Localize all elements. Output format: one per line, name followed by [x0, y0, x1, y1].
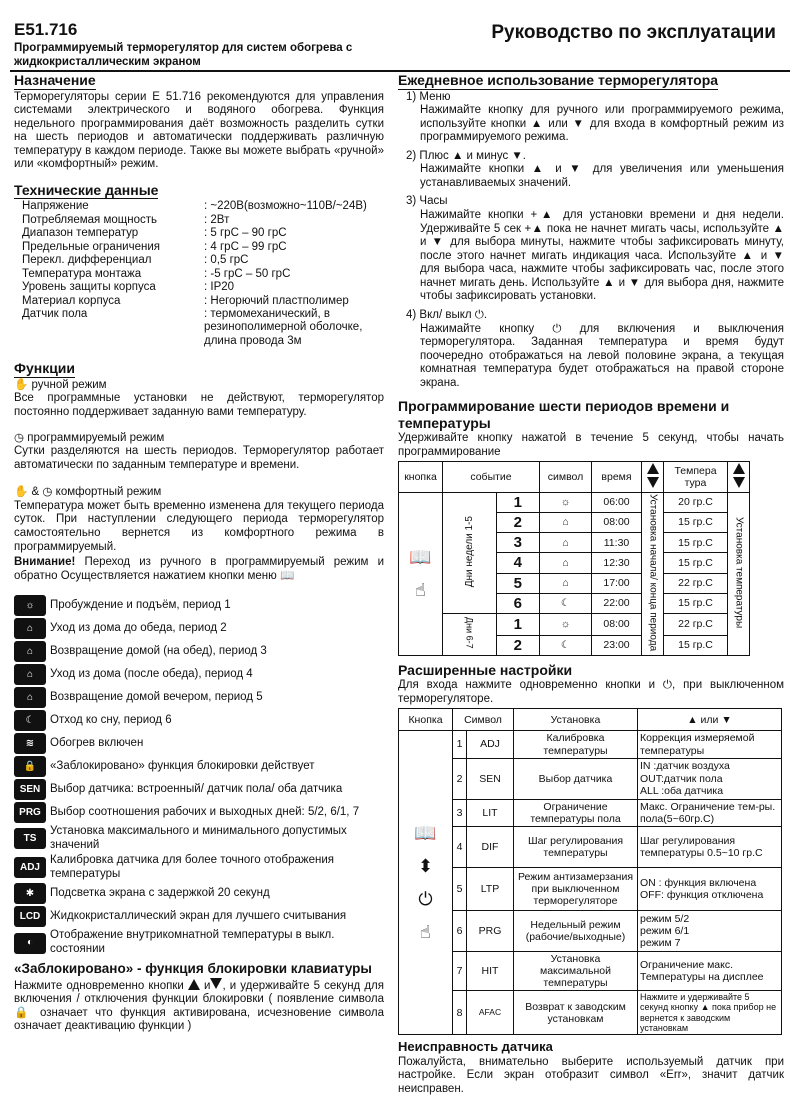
down-arrow-icon: [210, 978, 222, 989]
setting-number: 3: [453, 799, 467, 826]
setting-number: 2: [453, 758, 467, 799]
weekdays-label: Дни недели 1-5: [463, 515, 475, 587]
legend-text: Выбор датчика: встроенный/ датчик пола/ оба датчика: [50, 782, 343, 795]
icon-legend-row: [14, 756, 384, 777]
attention-text: Внимание! Переход из ручного в программируемый режим и обратно Осуществляется нажатием кнопки меню 📖: [14, 556, 384, 582]
daily-item-title: [406, 309, 784, 323]
daily-item-label: Плюс ▲ и минус ▼.: [419, 149, 526, 162]
specs-heading: Технические данные: [14, 181, 159, 198]
setting-number: 1: [453, 731, 467, 758]
period-number: 1: [496, 614, 539, 635]
daily-item-body: Нажимайте кнопки ▲ и ▼ для увеличения или уменьшения устанавливаемых значений.: [420, 163, 784, 189]
up-arrow-icon: [188, 979, 200, 990]
legend-text: Выбор соотношения рабочих и выходных дней: 5/2, 6/1, 7: [50, 805, 360, 818]
updown-icon: ⬍: [417, 856, 434, 877]
advanced-table: Кнопка Символ Установка ▲ или ▼ 📖 ⬍ ⏻ ☝ 1 ADJ Калибровка температуры Коррекция измеряемой температуры 2 SEN Выбор датчика IN :датчик воздуха OUT:датчик пола ALL :оба датчика 3 LIT Ограничение температуры пола Макс. Ограничение тем-ры. пола(5~60гр.С) 4 DIF Шаг регулирования температуры Шаг регулирования температуры 0.5~10 гр.С 5 LTP Режим антизамерзания при выключенном терморегуляторе ON : функция включена OFF: функция отключена 6 PRG Недельный режим (рабочие/выходные) режим 5/2 режим 6/1 режим 7 7 HIT Установка максимальной температуры Ограничение макс. Температуры на дисплее 8 AFAC Возврат к заводским установкам Нажмите и удерживайте 5 секунд кнопку ▲ пока прибор не вернется к заводским установкам: [398, 708, 782, 1035]
daily-item: [398, 91, 784, 145]
spec-key: Потребляемая мощность: [22, 213, 157, 226]
legend-text: Жидкокристаллический экран для лучшего считывания: [50, 910, 347, 923]
icon-legend-row: [14, 929, 384, 956]
legend-symbol-icon: ☼: [14, 595, 46, 616]
period-time: 08:00: [592, 512, 642, 532]
period-temp: 22 гр.С: [664, 573, 728, 593]
period-temp: 15 гр.С: [664, 553, 728, 573]
legend-symbol-icon: LCD: [14, 906, 46, 927]
advanced-heading: Расширенные настройки: [398, 661, 573, 678]
set-temp-label: Установка температуры: [733, 516, 745, 628]
book-icon: 📖: [409, 547, 432, 568]
daily-item-title: [406, 91, 784, 105]
advanced-row: [399, 758, 782, 799]
spec-value: : термомеханический, в резинополимерной оболочке, длина провода 3м: [204, 308, 363, 347]
setting-value: режим 5/2 режим 6/1 режим 7: [638, 910, 782, 951]
period-temp: 15 гр.С: [664, 512, 728, 532]
setting-name: Ограничение температуры пола: [514, 799, 638, 826]
spec-value: : 0,5 грС: [204, 254, 249, 267]
spec-key: Температура монтажа: [22, 267, 142, 280]
setting-symbol: DIF: [467, 826, 514, 867]
period-symbol: ☾: [540, 635, 592, 655]
advanced-row: [399, 867, 782, 910]
setting-symbol: HIT: [467, 951, 514, 990]
icon-legend-row: [14, 664, 384, 685]
icon-legend-row: [14, 641, 384, 662]
period-time: 12:30: [592, 553, 642, 573]
legend-symbol-icon: SEN: [14, 779, 46, 800]
icon-legend-row: [14, 687, 384, 708]
setting-name: Установка максимальной температуры: [514, 951, 638, 990]
book-icon: 📖: [414, 823, 437, 844]
advanced-row: [399, 990, 782, 1034]
daily-item-body: Нажимайте кнопку для ручного или программируемого режима, используйте кнопки ▲ или ▼ для входа в комфортный режим из программируемого режима.: [420, 104, 784, 144]
legend-symbol-icon: ☾: [14, 710, 46, 731]
spec-key: Диапазон температур: [22, 227, 139, 240]
setting-name: Шаг регулирования температуры: [514, 826, 638, 867]
spec-value: : 2Вт: [204, 213, 230, 226]
period-symbol: ⌂: [540, 533, 592, 553]
up-arrow-icon: [647, 463, 659, 474]
setting-name: Недельный режим (рабочие/выходные): [514, 910, 638, 951]
legend-symbol-icon: ⌂: [14, 618, 46, 639]
period-temp: 15 гр.С: [664, 533, 728, 553]
period-symbol: ⌂: [540, 573, 592, 593]
period-temp: 20 гр.С: [664, 492, 728, 512]
button-cell: [399, 492, 443, 655]
clock-icon: ◷: [14, 431, 25, 444]
daily-item-number: 3): [406, 195, 420, 208]
legend-text: Обогрев включен: [50, 736, 144, 749]
setting-value: Ограничение макс. Температуры на дисплее: [638, 951, 782, 990]
period-number: 6: [496, 593, 539, 613]
lock-heading: «Заблокировано» - функция блокировки клавиатуры: [14, 960, 372, 976]
down-arrow-icon: [647, 477, 659, 488]
model-title: E51.716: [14, 20, 78, 39]
period-number: 2: [496, 635, 539, 655]
setting-number: 4: [453, 826, 467, 867]
legend-text: Уход из дома (после обеда), период 4: [50, 667, 253, 680]
fault-heading: Неисправность датчика: [398, 1039, 553, 1055]
spec-key: Напряжение: [22, 200, 89, 213]
icon-legend-row: [14, 854, 384, 881]
period-temp: 15 гр.С: [664, 635, 728, 655]
weekend-cell: [443, 614, 497, 656]
fault-text: Пожалуйста, внимательно выберите используемый датчик при настройке. Если экран отобразит символ «Err», значит датчик неисправен.: [398, 1055, 784, 1095]
set-period-cell: [642, 492, 664, 655]
period-time: 23:00: [592, 635, 642, 655]
set-period-label: Установка начала/ конца периода: [647, 493, 659, 651]
period-number: 1: [496, 492, 539, 512]
legend-symbol-icon: ⌂: [14, 664, 46, 685]
period-number: 2: [496, 512, 539, 532]
icon-legend-row: [14, 802, 384, 823]
setting-symbol: AFAC: [467, 990, 514, 1034]
spec-key: Предельные ограничения: [22, 240, 160, 253]
weekdays-cell: [443, 492, 497, 614]
daily-item-number: 2): [406, 149, 420, 162]
icon-legend-row: [14, 618, 384, 639]
advanced-intro: Для входа нажмите одновременно кнопки и ⏻, при выключенном терморегуляторе.: [398, 679, 784, 705]
legend-symbol-icon: 🔒: [14, 756, 46, 777]
spec-key: Датчик пола: [22, 308, 88, 321]
down-arrow-icon: [733, 477, 745, 488]
legend-text: Отход ко сну, период 6: [50, 713, 172, 726]
daily-item-body: Нажимайте кнопку ⏻ для включения и выключения терморегулятора. Заданная температура и время будут поочередно отображаться на левой половине экрана, а текущая комнатная температура будет отображаться на правой стороне экрана.: [420, 322, 784, 389]
legend-symbol-icon: ⌂: [14, 687, 46, 708]
daily-list: [398, 91, 784, 391]
period-symbol: ⌂: [540, 553, 592, 573]
daily-item-number: 1): [406, 90, 420, 103]
legend-text: Уход из дома до обеда, период 2: [50, 621, 227, 634]
daily-item: [398, 150, 784, 191]
setting-value: Шаг регулирования температуры 0.5~10 гр.С: [638, 826, 782, 867]
spec-value: : 4 грС – 99 грС: [204, 240, 287, 253]
daily-item-title: [406, 195, 784, 209]
spec-key: Уровень защиты корпуса: [22, 281, 156, 294]
icon-legend-row: [14, 779, 384, 800]
legend-text: «Заблокировано» функция блокировки действует: [50, 759, 315, 772]
setting-value: IN :датчик воздуха OUT:датчик пола ALL :оба датчика: [638, 758, 782, 799]
setting-symbol: LIT: [467, 799, 514, 826]
right-column: [398, 72, 784, 1098]
period-number: 3: [496, 533, 539, 553]
book-icon: 📖: [279, 569, 295, 582]
legend-text: Калибровка датчика для более точного отображения температуры: [50, 854, 334, 880]
legend-symbol-icon: ⌂: [14, 641, 46, 662]
setting-name: Калибровка температуры: [514, 731, 638, 758]
period-number: 4: [496, 553, 539, 573]
icon-legend-row: [14, 825, 384, 852]
daily-item: [398, 309, 784, 390]
spec-value: : Негорючий пластполимер: [204, 294, 349, 307]
advanced-button-cell: [399, 731, 453, 1035]
purpose-heading: Назначение: [14, 72, 96, 88]
comfort-text: Температура может быть временно изменена для текущего периода суток. При наступлении следующего периода терморегулятор самостоятельно вернется из комфортного режима в программируемый.: [14, 499, 384, 553]
lock-icon: 🔒: [14, 1006, 33, 1019]
daily-heading: Ежедневное использование терморегулятора: [398, 72, 719, 88]
period-symbol: ☼: [540, 492, 592, 512]
legend-text: Возвращение домой вечером, период 5: [50, 690, 263, 703]
spec-key: Перекл. дифференциал: [22, 254, 152, 267]
program-heading: Программирование шести периодов времени и температуры: [398, 398, 730, 431]
period-symbol: ☼: [540, 614, 592, 635]
period-symbol: ⌂: [540, 512, 592, 532]
legend-symbol-icon: ≋: [14, 733, 46, 754]
icon-legend: [14, 595, 384, 956]
legend-symbol-icon: ✱: [14, 883, 46, 904]
hand-icon: ☝: [420, 921, 431, 942]
setting-name: Возврат к заводским установкам: [514, 990, 638, 1034]
setting-value: Макс. Ограничение тем-ры. пола(5~60гр.С): [638, 799, 782, 826]
setting-symbol: LTP: [467, 867, 514, 910]
daily-item-body: Нажимайте кнопки +▲ для установки времени и дня недели. Удерживайте 5 сек +▲ пока не начнет мигать часы, используйте ▲ и ▼ для выбора минуты, нажмите чтобы зафиксировать минуту, после этого начнет мигать индикация часа. Используйте ▲ и ▼ для выбора часа, нажмите чтобы зафиксировать час, после этого начнет мигать день. Используйте ▲ и ▼ для выбора дня, нажмите чтобы зафиксировать установки.: [420, 209, 784, 303]
legend-symbol-icon: ADJ: [14, 857, 46, 878]
set-temp-cell: [728, 492, 750, 655]
advanced-row: [399, 731, 782, 758]
prog-mode: ◷ программируемый режим: [14, 431, 165, 444]
legend-text: Установка максимального и минимального допустимых значений: [50, 825, 347, 851]
icon-legend-row: [14, 733, 384, 754]
daily-item: [398, 195, 784, 304]
period-time: 11:30: [592, 533, 642, 553]
up-arrow-icon: [733, 463, 745, 474]
lock-text: Нажмите одновременно кнопки и , и удерживайте 5 секунд для включения / отключения функции блокировки ( появление символа 🔒 означает что функция активирована, исчезновение символа означает деактивацию функции ): [14, 979, 384, 1033]
weekend-label: Дни 6-7: [464, 617, 475, 649]
program-row: [399, 614, 750, 635]
setting-value: ON : функция включена OFF: функция отключена: [638, 867, 782, 910]
period-temp: 22 гр.С: [664, 614, 728, 635]
functions-heading: Функции: [14, 360, 76, 377]
setting-value: Нажмите и удерживайте 5 секунд кнопку ▲ пока прибор не вернется к заводским установкам: [638, 990, 782, 1034]
period-time: 17:00: [592, 573, 642, 593]
manual-title: Руководство по эксплуатации: [491, 22, 776, 43]
hand-icon: ☝: [415, 579, 426, 600]
legend-symbol-icon: TS: [14, 828, 46, 849]
icon-legend-row: [14, 883, 384, 904]
setting-number: 6: [453, 910, 467, 951]
daily-item-label: Меню: [419, 90, 451, 103]
period-time: 08:00: [592, 614, 642, 635]
spec-value: : 5 грС – 90 грС: [204, 227, 287, 240]
legend-text: Отображение внутрикомнатной температуры в выкл. состоянии: [50, 929, 335, 956]
legend-text: Подсветка экрана с задержкой 20 секунд: [50, 887, 270, 900]
daily-item-number: 4): [406, 308, 420, 321]
program-table: кнопка событие символ время Темпера тура 📖 ☝ Дни недели 1-5 1 ☼ 06:00 Установка начала/ конца периода 20 гр.С Установка температуры 2 ⌂ 08:00 15 гр.С 3 ⌂ 11:30 15 гр.С 4 ⌂ 12:30 15 гр.С 5 ⌂ 17:00 22 гр.С 6 ☾ 22:00 15 гр.С Дни 6-7 1 ☼ 08:00 22 гр.С 2 ☾ 23:00 15 гр.С: [398, 461, 750, 655]
advanced-row: [399, 826, 782, 867]
setting-number: 5: [453, 867, 467, 910]
advanced-row: [399, 951, 782, 990]
advanced-row: [399, 799, 782, 826]
manual-text: Все программные установки не действуют, терморегулятор постоянно поддерживает заданную вами температуру.: [14, 392, 384, 419]
clock-icon: ◷: [42, 486, 53, 499]
power-icon: ⏻: [418, 888, 433, 909]
legend-text: Возвращение домой (на обед), период 3: [50, 644, 267, 657]
hand-icon: ✋: [14, 378, 29, 391]
subtitle: Программируемый терморегулятор для систем обогрева с жидкокристаллическим экраном: [14, 42, 353, 68]
manual-mode: ✋ ручной режим: [14, 378, 107, 391]
icon-legend-row: [14, 906, 384, 927]
program-intro: Удерживайте кнопку нажатой в течение 5 секунд, чтобы начать программирование: [398, 432, 784, 458]
legend-symbol-icon: ◐: [14, 933, 46, 954]
spec-value: : -5 грС – 50 грС: [204, 267, 291, 280]
setting-name: Режим антизамерзания при выключенном терморегуляторе: [514, 867, 638, 910]
left-column: [14, 72, 384, 1036]
purpose-text: Терморегуляторы серии Е 51.716 рекомендуются для управления системами электрического и водяного обогрева. Функция недельного программирования даёт возможность разделить сутки на шесть периодов и автоматически поддерживать различную температуру в каждом периоде. Также вы можете выбрать «ручной» или «комфортный» режим.: [14, 90, 384, 171]
daily-item-label: Вкл/ выкл ⏻.: [419, 308, 488, 321]
setting-symbol: PRG: [467, 910, 514, 951]
hand-icon: ✋: [14, 486, 29, 499]
icon-legend-row: [14, 595, 384, 616]
daily-item-label: Часы: [419, 195, 448, 208]
advanced-row: [399, 910, 782, 951]
prog-text: Сутки разделяются на шесть периодов. Терморегулятор работает автоматически по заданным температуре и времени.: [14, 445, 384, 471]
setting-value: Коррекция измеряемой температуры: [638, 731, 782, 758]
comfort-mode: ✋ & ◷ комфортный режим: [14, 486, 162, 499]
setting-name: Выбор датчика: [514, 758, 638, 799]
period-temp: 15 гр.С: [664, 593, 728, 613]
icon-legend-row: [14, 710, 384, 731]
spec-value: : ~220В(возможно~110В/~24В): [204, 200, 367, 213]
spec-value: : IP20: [204, 281, 235, 294]
spec-key: Материал корпуса: [22, 294, 121, 307]
legend-text: Пробуждение и подъём, период 1: [50, 598, 231, 611]
legend-symbol-icon: PRG: [14, 802, 46, 823]
period-number: 5: [496, 573, 539, 593]
specs-list: [22, 200, 384, 348]
setting-symbol: ADJ: [467, 731, 514, 758]
daily-item-title: [406, 150, 784, 164]
setting-symbol: SEN: [467, 758, 514, 799]
period-time: 22:00: [592, 593, 642, 613]
period-time: 06:00: [592, 492, 642, 512]
program-row: [399, 492, 750, 512]
setting-number: 7: [453, 951, 467, 990]
period-symbol: ☾: [540, 593, 592, 613]
setting-number: 8: [453, 990, 467, 1034]
